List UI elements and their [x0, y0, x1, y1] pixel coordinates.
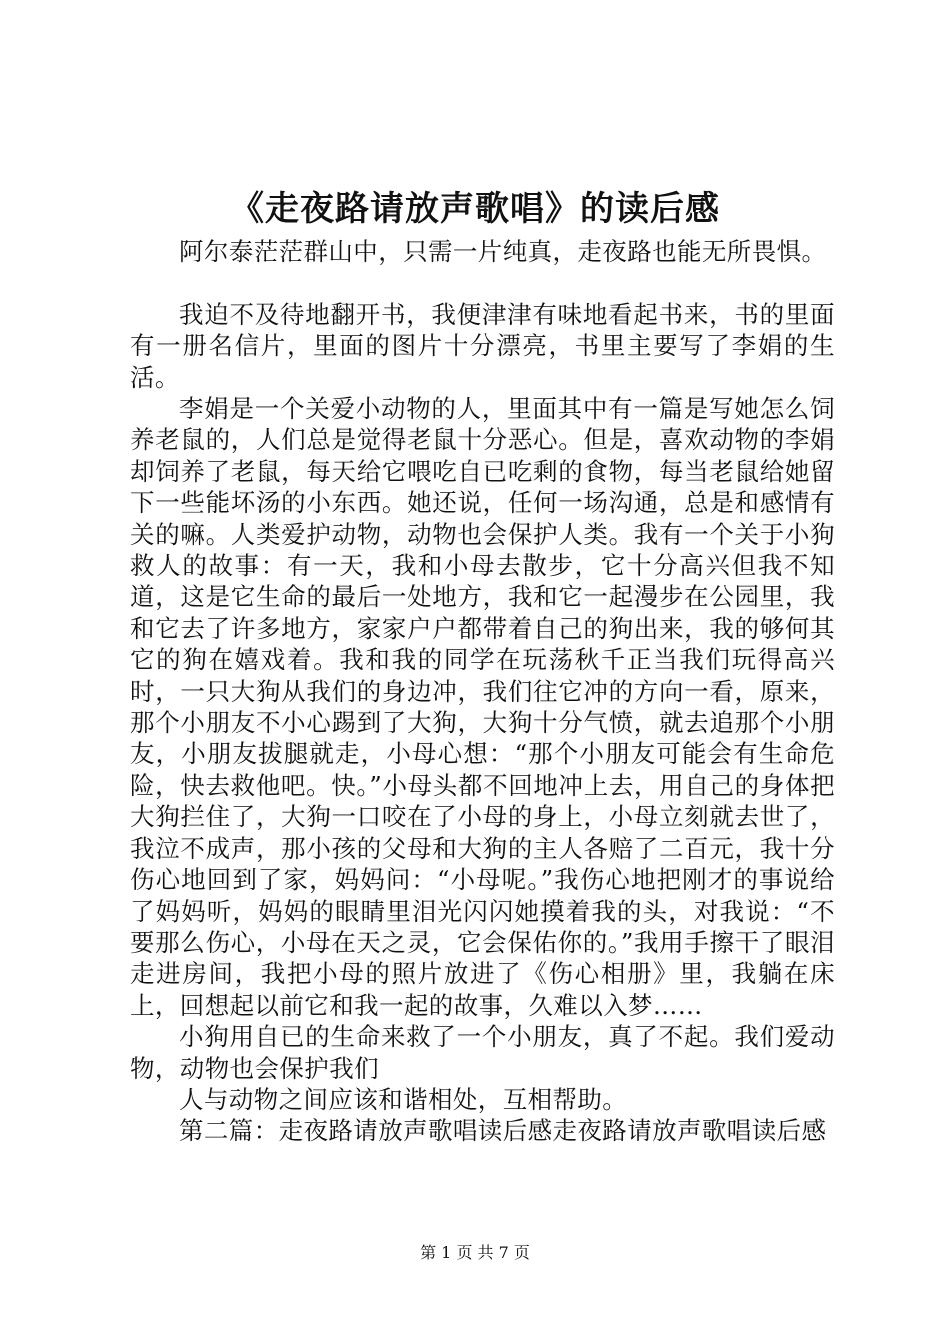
paragraph-dog-saves: 小狗用自已的生命来救了一个小朋友，真了不起。我们爱动物，动物也会保护我们	[130, 1022, 835, 1083]
document-title: 《走夜路请放声歌唱》的读后感	[230, 189, 720, 229]
document-body	[130, 236, 835, 1147]
paragraph-second-part: 第二篇：走夜路请放声歌唱读后感走夜路请放声歌唱读后感	[179, 1116, 827, 1146]
paragraph-li-juan-story: 李娟是一个关爱小动物的人，里面其中有一篇是写她怎么饲养老鼠的，人们总是觉得老鼠十分恶心。但是，喜欢动物的李娟却饲养了老鼠，每天给它喂吃自已吃剩的食物，每当老鼠给她留下一些能坏汤的小东西。她还说，任何一场沟通，总是和感情有关的嘛。人类爱护动物，动物也会保护人类。我有一个关于小狗救人的故事：有一天，我和小母去散步，它十分高兴但我不知道，这是它生命的最后一处地方，我和它一起漫步在公园里，我和它去了许多地方，家家户户都带着自己的狗出来，我的够何其它的狗在嬉戏着。我和我的同学在玩荡秋千正当我们玩得高兴时，一只大狗从我们的身边冲，我们往它冲的方向一看，原来，那个小朋友不小心踢到了大狗，大狗十分气愤，就去追那个小朋友，小朋友拔腿就走，小母心想：“那个小朋友可能会有生命危险，快去救他吧。快。”小母头都不回地冲上去，用自己的身体把大狗拦住了，大狗一口咬在了小母的身上，小母立刻就去世了，我泣不成声，那小孩的父母和大狗的主人各赔了二百元，我十分伤心地回到了家，妈妈问：“小母呢。”我伤心地把刚才的事说给了妈妈听，妈妈的眼睛里泪光闪闪她摸着我的头，对我说：“不要那么伤心，小母在天之灵，它会保佑你的。”我用手擦干了眼泪走进房间，我把小母的照片放进了《伤心相册》里，我躺在床上，回想起以前它和我一起的故事，久难以入梦……	[130, 394, 835, 1020]
paragraph-harmony: 人与动物之间应该和谐相处，互相帮助。	[179, 1084, 628, 1114]
paragraph-intro: 阿尔泰茫茫群山中，只需一片纯真，走夜路也能无所畏惧。	[179, 237, 827, 266]
paragraph-opening-book: 我迫不及待地翻开书，我便津津有味地看起书来，书的里面有一册名信片，里面的图片十分漂亮，书里主要写了李娟的生活。	[130, 299, 835, 392]
page-footer: 第 1 页 共 7 页	[420, 1243, 530, 1262]
